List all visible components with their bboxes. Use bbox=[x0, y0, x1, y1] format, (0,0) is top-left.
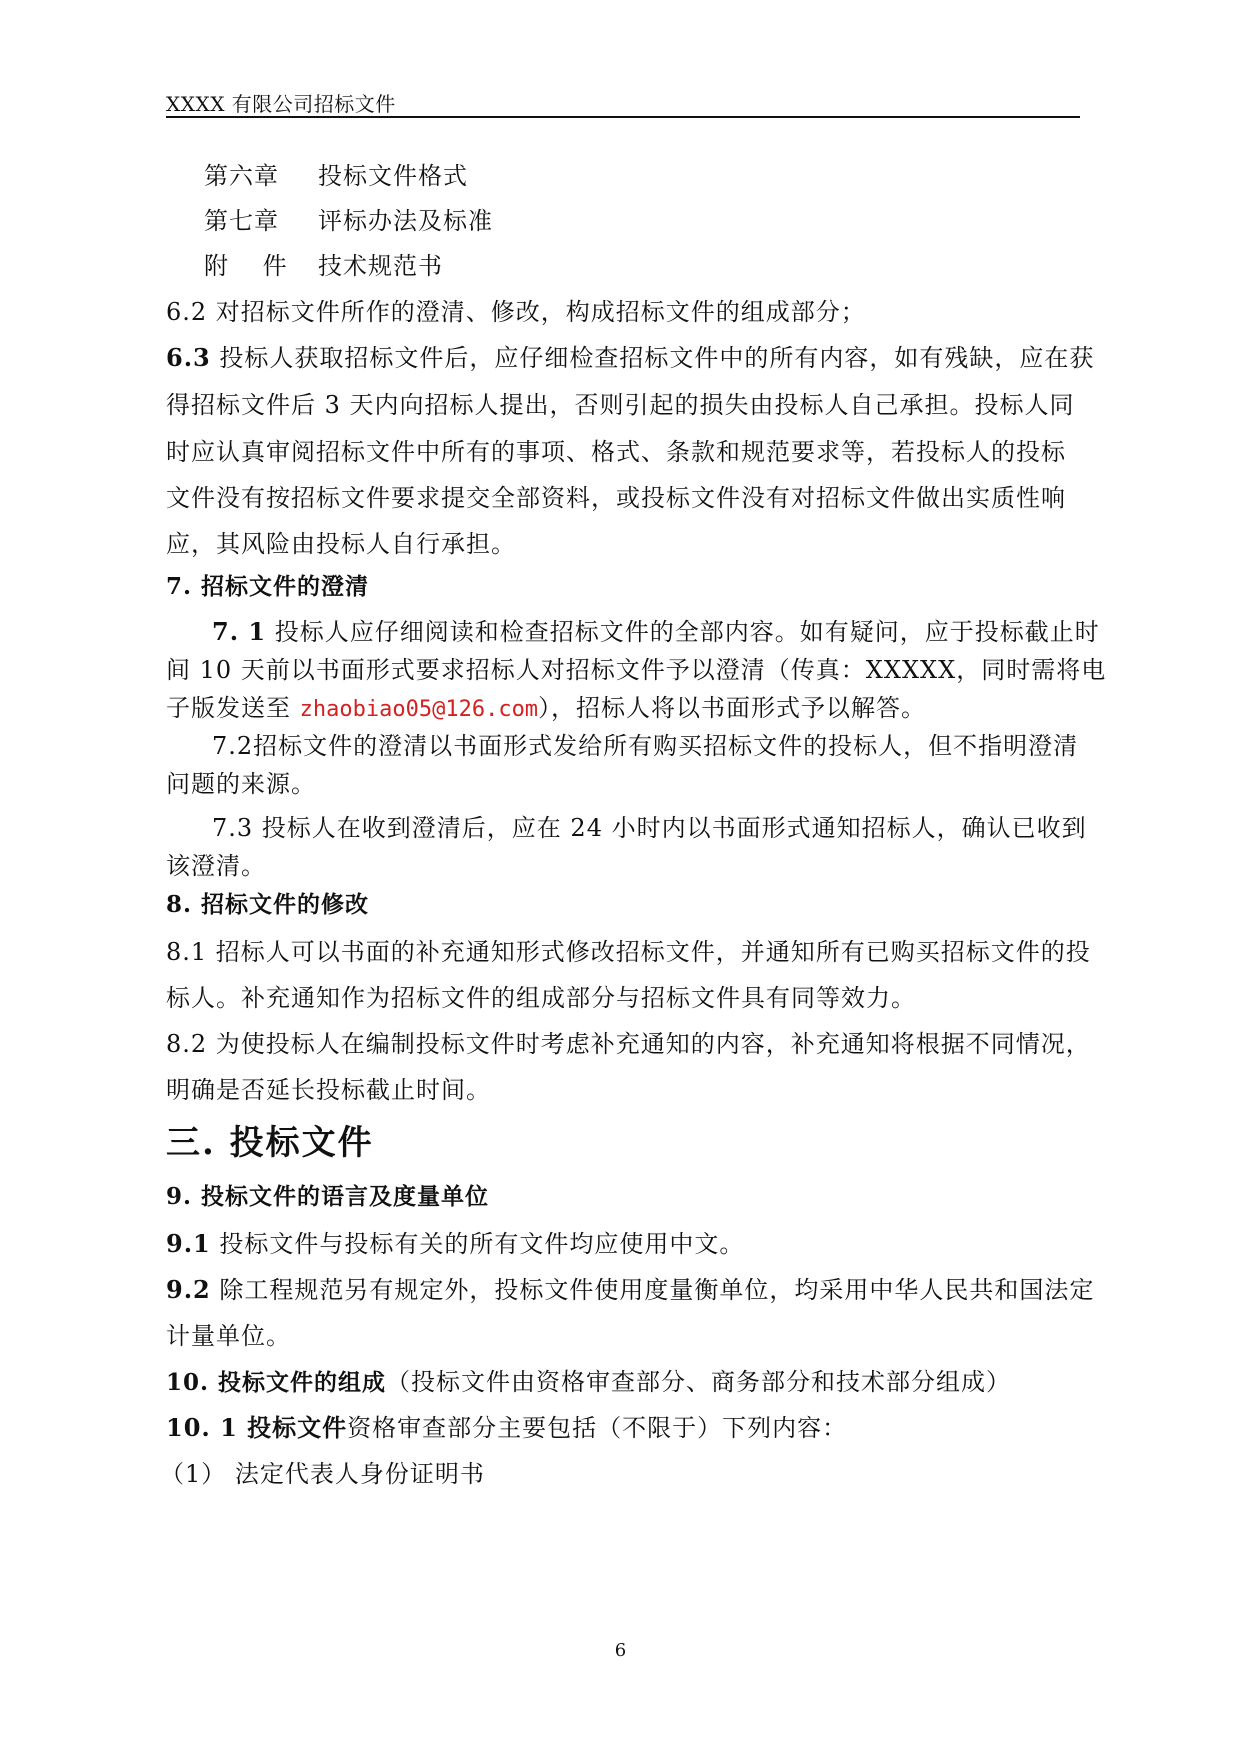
list-item-1: （1） 法定代表人身份证明书 bbox=[160, 1460, 485, 1488]
toc-item-appendix bbox=[204, 246, 443, 281]
clause-8-2-line-1: 8.2 为使投标人在编制投标文件时考虑补充通知的内容，补充通知将根据不同情况， bbox=[166, 1030, 1091, 1058]
toc-title: 评标办法及标准 bbox=[318, 207, 493, 235]
section-9-heading: 9. 投标文件的语言及度量单位 bbox=[166, 1183, 490, 1210]
section-heading-bold: 10. 投标文件的组成 bbox=[166, 1369, 387, 1396]
clause-text: 子版发送至 bbox=[166, 694, 300, 722]
clause-8-2-line-2: 明确是否延长投标截止时间。 bbox=[166, 1076, 491, 1104]
clause-text: 对招标文件所作的澄清、修改，构成招标文件的组成部分； bbox=[207, 298, 866, 326]
toc-item-6 bbox=[204, 156, 468, 191]
toc-chapter: 附 件 bbox=[204, 252, 288, 280]
section-8-heading: 8. 招标文件的修改 bbox=[166, 891, 370, 918]
section-heading-note: （投标文件由资格审查部分、商务部分和技术部分组成） bbox=[386, 1368, 1012, 1396]
clause-7-1-line-3 bbox=[166, 688, 926, 723]
clause-text: 投标人获取招标文件后，应仔细检查招标文件中的所有内容，如有残缺，应在获 bbox=[210, 344, 1095, 372]
part-3-title: 三. 投标文件 bbox=[166, 1123, 374, 1163]
clause-7-2-line-1: 7.2招标文件的澄清以书面形式发给所有购买招标文件的投标人，但不指明澄清 bbox=[212, 732, 1079, 760]
clause-6-3-line-2: 得招标文件后 3 天内向招标人提出，否则引起的损失由投标人自己承担。投标人同 bbox=[166, 391, 1075, 419]
toc-title: 技术规范书 bbox=[318, 252, 443, 280]
section-7-heading: 7. 招标文件的澄清 bbox=[166, 573, 370, 600]
clause-7-3-line-1: 7.3 投标人在收到澄清后，应在 24 小时内以书面形式通知招标人，确认已收到 bbox=[212, 814, 1087, 842]
clause-number: 9.2 bbox=[166, 1275, 211, 1304]
clause-text: ），招标人将以书面形式予以解答。 bbox=[538, 694, 927, 722]
clause-number: 7. 1 bbox=[212, 617, 267, 646]
clause-9-2-line-2: 计量单位。 bbox=[166, 1322, 291, 1350]
clause-6-3-line-3: 时应认真审阅招标文件中所有的事项、格式、条款和规范要求等，若投标人的投标 bbox=[166, 438, 1066, 466]
toc-chapter: 第七章 bbox=[204, 207, 279, 235]
clause-6-2 bbox=[166, 292, 866, 327]
clause-6-3-line-4: 文件没有按招标文件要求提交全部资料，或投标文件没有对招标文件做出实质性响 bbox=[166, 484, 1066, 512]
clause-number: 6.3 bbox=[166, 343, 211, 372]
clause-9-2-line-1 bbox=[166, 1270, 1094, 1305]
header-title: XXXX 有限公司招标文件 bbox=[166, 92, 396, 116]
clause-number: 9.1 bbox=[166, 1229, 211, 1258]
section-10-heading bbox=[166, 1362, 1011, 1397]
clause-text: 除工程规范另有规定外，投标文件使用度量衡单位，均采用中华人民共和国法定 bbox=[210, 1276, 1095, 1304]
clause-8-1-line-2: 标人。补充通知作为招标文件的组成部分与招标文件具有同等效力。 bbox=[166, 984, 916, 1012]
toc-title: 投标文件格式 bbox=[318, 162, 468, 190]
clause-number: 10. 1 投标文件 bbox=[166, 1413, 348, 1442]
clause-9-1 bbox=[166, 1224, 744, 1259]
clause-6-3-line-1 bbox=[166, 338, 1094, 373]
clause-number: 6.2 bbox=[166, 298, 208, 326]
clause-text: 投标人应仔细阅读和检查招标文件的全部内容。如有疑问，应于投标截止时 bbox=[266, 618, 1100, 646]
clause-6-3-line-5: 应，其风险由投标人自行承担。 bbox=[166, 530, 516, 558]
clause-10-1 bbox=[166, 1408, 847, 1443]
email-link[interactable]: zhaobiao05@126.com bbox=[299, 697, 539, 722]
page-number: 6 bbox=[614, 1640, 627, 1661]
toc-chapter: 第六章 bbox=[204, 162, 279, 190]
clause-7-3-line-2: 该澄清。 bbox=[166, 852, 266, 880]
page-header bbox=[166, 86, 1080, 118]
clause-7-2-line-2: 问题的来源。 bbox=[166, 770, 316, 798]
toc-item-7 bbox=[204, 201, 493, 236]
clause-text: 投标文件与投标有关的所有文件均应使用中文。 bbox=[210, 1230, 745, 1258]
clause-7-1-line-1 bbox=[212, 612, 1100, 647]
clause-8-1-line-1: 8.1 招标人可以书面的补充通知形式修改招标文件，并通知所有已购买招标文件的投 bbox=[166, 938, 1091, 966]
clause-text: 资格审查部分主要包括（不限于）下列内容： bbox=[347, 1414, 848, 1442]
clause-7-1-line-2: 间 10 天前以书面形式要求招标人对招标文件予以澄清（传真：XXXXX，同时需将电 bbox=[166, 656, 1107, 684]
